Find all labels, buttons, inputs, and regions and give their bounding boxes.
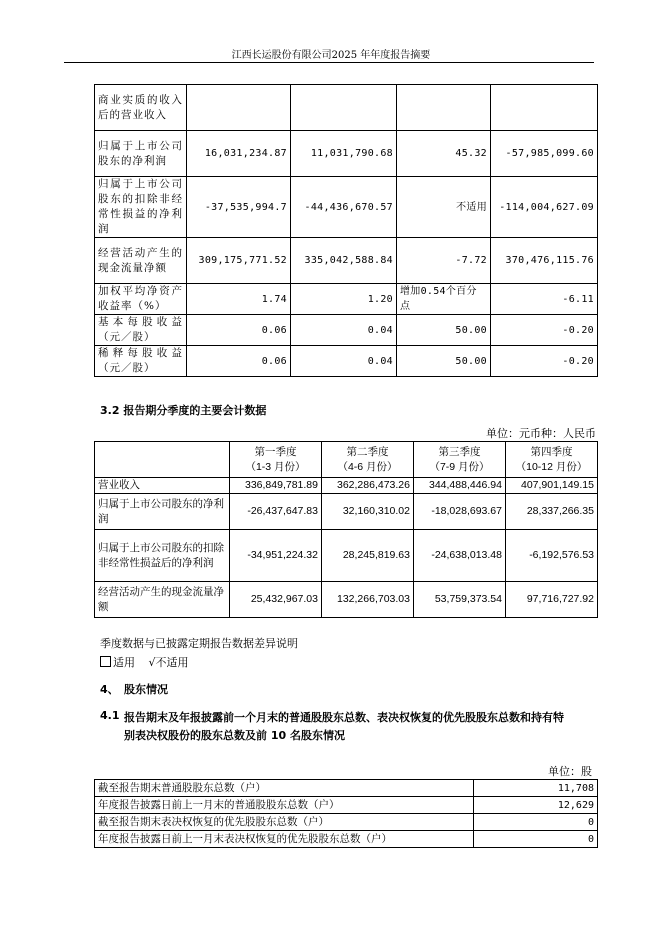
cell: 16,031,234.87 (187, 131, 291, 177)
option-applicable: 适用 (113, 656, 135, 669)
table-row (95, 831, 598, 848)
table-row (95, 177, 598, 238)
table-header-row (95, 442, 598, 478)
header-cell: 第一季度 （1-3 月份） (230, 442, 322, 478)
section-title-cont: 别表决权股份的股东总数及前 10 名股东情况 (124, 729, 345, 742)
cell: 0.04 (291, 346, 397, 377)
row-label: 经营活动产生的现金流量净额 (95, 238, 187, 284)
cell: -34,951,224.32 (230, 530, 322, 582)
row-label: 稀释每股收益（元／股） (95, 346, 187, 377)
cell: 309,175,771.52 (187, 238, 291, 284)
cell: -0.20 (491, 315, 598, 346)
row-label: 归属于上市公司股东的净利润 (95, 131, 187, 177)
table-row (95, 478, 598, 494)
cell: 11,031,790.68 (291, 131, 397, 177)
unit-label: 单位：元币种：人民币 (486, 427, 596, 440)
page-header: 江西长运股份有限公司2025 年年度报告摘要 (231, 50, 431, 61)
section-number: 4.1 (100, 709, 120, 722)
cell: 362,286,473.26 (322, 478, 414, 494)
row-label: 归属于上市公司股东的扣除非经常性损益后的净利润 (95, 530, 230, 582)
checkmark-icon: √ (148, 656, 156, 669)
quarterly-table (94, 441, 598, 618)
cell: 0.06 (187, 346, 291, 377)
cell: 25,432,967.03 (230, 582, 322, 618)
cell (291, 85, 397, 131)
cell: -7.72 (397, 238, 491, 284)
cell: -18,028,693.67 (414, 494, 506, 530)
cell: 132,266,703.03 (322, 582, 414, 618)
row-label: 经营活动产生的现金流量净额 (95, 582, 230, 618)
option-not-applicable: 不适用 (155, 656, 189, 669)
cell: 335,042,588.84 (291, 238, 397, 284)
cell: 50.00 (397, 315, 491, 346)
diff-note: 季度数据与已披露定期报告数据差异说明 (100, 637, 298, 650)
cell: 不适用 (397, 177, 491, 238)
cell: 11,708 (474, 780, 598, 797)
table-row (95, 780, 598, 797)
table-row (95, 530, 598, 582)
table-row (95, 238, 598, 284)
row-label: 截至报告期末普通股股东总数（户） (95, 780, 474, 797)
section-title: 报告期末及年报披露前一个月末的普通股股东总数、表决权恢复的优先股股东总数和持有特 (124, 711, 564, 724)
table-row (95, 494, 598, 530)
cell: -6,192,576.53 (506, 530, 598, 582)
cell (187, 85, 291, 131)
cell: 344,488,446.94 (414, 478, 506, 494)
table-row (95, 315, 598, 346)
cell: 407,901,149.15 (506, 478, 598, 494)
row-label: 营业收入 (95, 478, 230, 494)
cell: -37,535,994.7 (187, 177, 291, 238)
cell: 45.32 (397, 131, 491, 177)
key-data-table (94, 84, 598, 377)
cell: 0 (474, 814, 598, 831)
table-row (95, 131, 598, 177)
cell: 28,245,819.63 (322, 530, 414, 582)
row-label: 年度报告披露日前上一月末的普通股股东总数（户） (95, 797, 474, 814)
section-title: 3.2 报告期分季度的主要会计数据 (100, 404, 267, 417)
cell: 28,337,266.35 (506, 494, 598, 530)
cell: 0.04 (291, 315, 397, 346)
header-cell: 第三季度 （7-9 月份） (414, 442, 506, 478)
cell: 0 (474, 831, 598, 848)
cell: 1.20 (291, 284, 397, 315)
section-number: 4、 (100, 683, 119, 696)
table-row (95, 582, 598, 618)
row-label: 商业实质的收入后的营业收入 (95, 85, 187, 131)
cell: 370,476,115.76 (491, 238, 598, 284)
header-rule (64, 62, 594, 63)
row-label: 归属于上市公司股东的扣除非经常性损益的净利润 (95, 177, 187, 238)
shareholder-count-table (94, 779, 598, 848)
cell: -26,437,647.83 (230, 494, 322, 530)
cell: 0.06 (187, 315, 291, 346)
checkbox-icon (100, 656, 111, 667)
row-label: 基本每股收益（元／股） (95, 315, 187, 346)
cell: 97,716,727.92 (506, 582, 598, 618)
table-row (95, 814, 598, 831)
unit-label: 单位：股 (548, 765, 592, 778)
cell: -0.20 (491, 346, 598, 377)
cell: 50.00 (397, 346, 491, 377)
cell: -57,985,099.60 (491, 131, 598, 177)
section-title: 股东情况 (124, 683, 168, 696)
table-row (95, 85, 598, 131)
cell: 12,629 (474, 797, 598, 814)
cell: -114,004,627.09 (491, 177, 598, 238)
cell: -44,436,670.57 (291, 177, 397, 238)
header-cell: 第四季度 （10-12 月份） (506, 442, 598, 478)
table-row (95, 797, 598, 814)
cell (491, 85, 598, 131)
cell: 336,849,781.89 (230, 478, 322, 494)
cell: 32,160,310.02 (322, 494, 414, 530)
table-row (95, 284, 598, 315)
cell: -24,638,013.48 (414, 530, 506, 582)
applicability-options (100, 654, 189, 670)
row-label: 归属于上市公司股东的净利润 (95, 494, 230, 530)
cell: 1.74 (187, 284, 291, 315)
cell: 增加0.54个百分点 (397, 284, 491, 315)
row-label: 年度报告披露日前上一月末表决权恢复的优先股股东总数（户） (95, 831, 474, 848)
header-cell: 第二季度 （4-6 月份） (322, 442, 414, 478)
header-cell (95, 442, 230, 478)
row-label: 截至报告期末表决权恢复的优先股股东总数（户） (95, 814, 474, 831)
table-row (95, 346, 598, 377)
cell (397, 85, 491, 131)
cell: -6.11 (491, 284, 598, 315)
cell: 53,759,373.54 (414, 582, 506, 618)
row-label: 加权平均净资产收益率（%） (95, 284, 187, 315)
